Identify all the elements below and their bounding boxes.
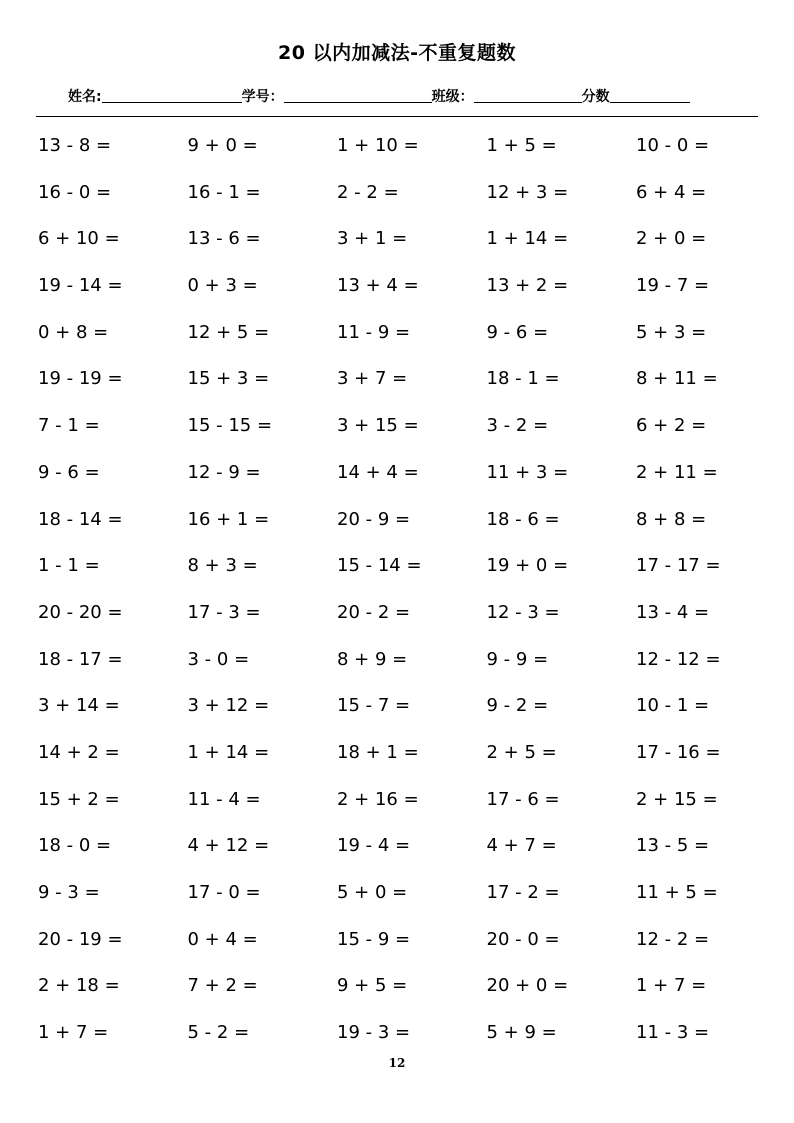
math-problem: 16 - 1 =	[187, 181, 261, 203]
math-problem: 3 + 7 =	[337, 368, 408, 390]
math-problem: 6 + 10 =	[38, 228, 120, 250]
math-problem: 8 + 8 =	[636, 508, 707, 530]
math-problem: 8 + 9 =	[337, 648, 408, 670]
math-problem: 3 - 2 =	[486, 415, 549, 437]
math-problem: 18 - 0 =	[38, 835, 112, 857]
student-id-blank[interactable]	[284, 88, 432, 103]
math-problem: 8 + 11 =	[636, 368, 718, 390]
problem-row	[38, 692, 788, 739]
problem-row	[38, 459, 788, 506]
math-problem: 15 - 9 =	[337, 928, 411, 950]
math-problem: 3 + 12 =	[187, 695, 270, 717]
math-problem: 4 + 12 =	[187, 835, 270, 857]
math-problem: 20 - 2 =	[337, 601, 411, 623]
problem-row	[38, 646, 788, 693]
math-problem: 1 + 10 =	[337, 135, 419, 156]
math-problem: 2 - 2 =	[337, 181, 399, 203]
math-problem: 20 - 20 =	[38, 601, 123, 623]
math-problem: 19 - 7 =	[636, 275, 710, 297]
math-problem: 17 - 16 =	[636, 741, 721, 763]
math-problem: 6 + 4 =	[636, 181, 707, 203]
problem-row	[38, 552, 788, 599]
math-problem: 1 + 14 =	[486, 228, 569, 250]
math-problem: 16 - 0 =	[38, 181, 112, 203]
math-problem: 0 + 3 =	[187, 275, 258, 297]
page-number: 12	[388, 1056, 406, 1070]
math-problem: 2 + 18 =	[38, 975, 120, 997]
math-problem: 11 - 4 =	[187, 788, 261, 810]
math-problem: 0 + 8 =	[38, 321, 109, 343]
problem-grid	[38, 132, 788, 1066]
problem-row	[38, 319, 788, 366]
math-problem: 20 - 9 =	[337, 508, 411, 530]
math-problem: 19 + 0 =	[486, 555, 569, 577]
math-problem: 14 + 4 =	[337, 461, 419, 483]
name-blank[interactable]	[102, 88, 242, 103]
math-problem: 13 - 4 =	[636, 601, 710, 623]
problem-row	[38, 972, 788, 1019]
math-problem: 4 + 7 =	[486, 835, 557, 857]
math-problem: 9 - 6 =	[486, 321, 549, 343]
math-problem: 6 + 2 =	[636, 415, 707, 437]
problem-row	[38, 365, 788, 412]
problem-row	[38, 412, 788, 459]
math-problem: 13 - 5 =	[636, 835, 710, 857]
math-problem: 0 + 4 =	[187, 928, 258, 950]
math-problem: 1 - 1 =	[38, 555, 100, 577]
math-problem: 5 - 2 =	[187, 1022, 250, 1044]
math-problem: 17 - 6 =	[486, 788, 560, 810]
math-problem: 11 - 9 =	[337, 321, 411, 343]
math-problem: 11 + 3 =	[486, 461, 569, 483]
math-problem: 10 - 1 =	[636, 695, 710, 717]
math-problem: 15 - 14 =	[337, 555, 422, 577]
math-problem: 20 - 0 =	[486, 928, 560, 950]
math-problem: 1 + 5 =	[486, 135, 557, 156]
student-info-row	[68, 86, 768, 106]
math-problem: 15 + 3 =	[187, 368, 270, 390]
problem-row	[38, 132, 788, 179]
math-problem: 17 - 3 =	[187, 601, 261, 623]
math-problem: 12 + 3 =	[486, 181, 569, 203]
page-title: 20 以内加减法-不重复题数	[278, 42, 516, 64]
math-problem: 13 - 8 =	[38, 135, 112, 156]
problem-row	[38, 179, 788, 226]
math-problem: 2 + 0 =	[636, 228, 707, 250]
math-problem: 9 - 9 =	[486, 648, 549, 670]
problem-row	[38, 225, 788, 272]
problem-row	[38, 599, 788, 646]
math-problem: 5 + 9 =	[486, 1022, 557, 1044]
header-divider	[36, 116, 758, 117]
problem-row	[38, 506, 788, 553]
math-problem: 1 + 14 =	[187, 741, 270, 763]
math-problem: 15 + 2 =	[38, 788, 120, 810]
math-problem: 18 - 6 =	[486, 508, 560, 530]
math-problem: 3 + 15 =	[337, 415, 419, 437]
math-problem: 11 + 5 =	[636, 882, 718, 903]
math-problem: 12 + 5 =	[187, 321, 270, 343]
math-problem: 5 + 0 =	[337, 882, 408, 903]
math-problem: 20 + 0 =	[486, 975, 569, 997]
math-problem: 9 - 3 =	[38, 882, 100, 903]
problem-row	[38, 926, 788, 973]
math-problem: 13 + 2 =	[486, 275, 569, 297]
math-problem: 2 + 16 =	[337, 788, 419, 810]
math-problem: 18 - 1 =	[486, 368, 560, 390]
math-problem: 3 + 1 =	[337, 228, 408, 250]
math-problem: 7 - 1 =	[38, 415, 100, 437]
math-problem: 12 - 12 =	[636, 648, 721, 670]
math-problem: 1 + 7 =	[38, 1022, 109, 1044]
math-problem: 14 + 2 =	[38, 741, 120, 763]
math-problem: 9 - 2 =	[486, 695, 549, 717]
math-problem: 12 - 9 =	[187, 461, 261, 483]
math-problem: 9 - 6 =	[38, 461, 100, 483]
math-problem: 5 + 3 =	[636, 321, 707, 343]
math-problem: 9 + 5 =	[337, 975, 408, 997]
problem-row	[38, 739, 788, 786]
math-problem: 10 - 0 =	[636, 135, 710, 156]
math-problem: 11 - 3 =	[636, 1022, 710, 1044]
math-problem: 13 + 4 =	[337, 275, 419, 297]
problem-row	[38, 879, 788, 926]
math-problem: 9 + 0 =	[187, 135, 258, 156]
math-problem: 12 - 2 =	[636, 928, 710, 950]
name-label: 姓名:	[68, 89, 102, 105]
math-problem: 1 + 7 =	[636, 975, 707, 997]
math-problem: 19 - 14 =	[38, 275, 123, 297]
math-problem: 20 - 19 =	[38, 928, 123, 950]
class-blank[interactable]	[474, 88, 582, 103]
math-problem: 15 - 15 =	[187, 415, 273, 437]
math-problem: 18 - 17 =	[38, 648, 123, 670]
math-problem: 19 - 3 =	[337, 1022, 411, 1044]
math-problem: 15 - 7 =	[337, 695, 411, 717]
score-blank[interactable]	[610, 88, 690, 103]
math-problem: 7 + 2 =	[187, 975, 258, 997]
math-problem: 3 + 14 =	[38, 695, 120, 717]
math-problem: 16 + 1 =	[187, 508, 270, 530]
score-label: 分数	[581, 89, 610, 105]
math-problem: 13 - 6 =	[187, 228, 261, 250]
math-problem: 17 - 2 =	[486, 882, 560, 903]
problem-row	[38, 832, 788, 879]
math-problem: 18 - 14 =	[38, 508, 123, 530]
math-problem: 19 - 19 =	[38, 368, 123, 390]
class-label: 班级：	[431, 89, 474, 105]
math-problem: 19 - 4 =	[337, 835, 411, 857]
math-problem: 2 + 15 =	[636, 788, 718, 810]
math-problem: 17 - 0 =	[187, 882, 261, 903]
math-problem: 17 - 17 =	[636, 555, 721, 577]
math-problem: 2 + 5 =	[486, 741, 557, 763]
problem-row	[38, 272, 788, 319]
math-problem: 18 + 1 =	[337, 741, 419, 763]
math-problem: 2 + 11 =	[636, 461, 718, 483]
math-problem: 3 - 0 =	[187, 648, 250, 670]
problem-row	[38, 786, 788, 833]
student-id-label: 学号：	[241, 89, 284, 105]
math-problem: 8 + 3 =	[187, 555, 258, 577]
math-problem: 12 - 3 =	[486, 601, 560, 623]
